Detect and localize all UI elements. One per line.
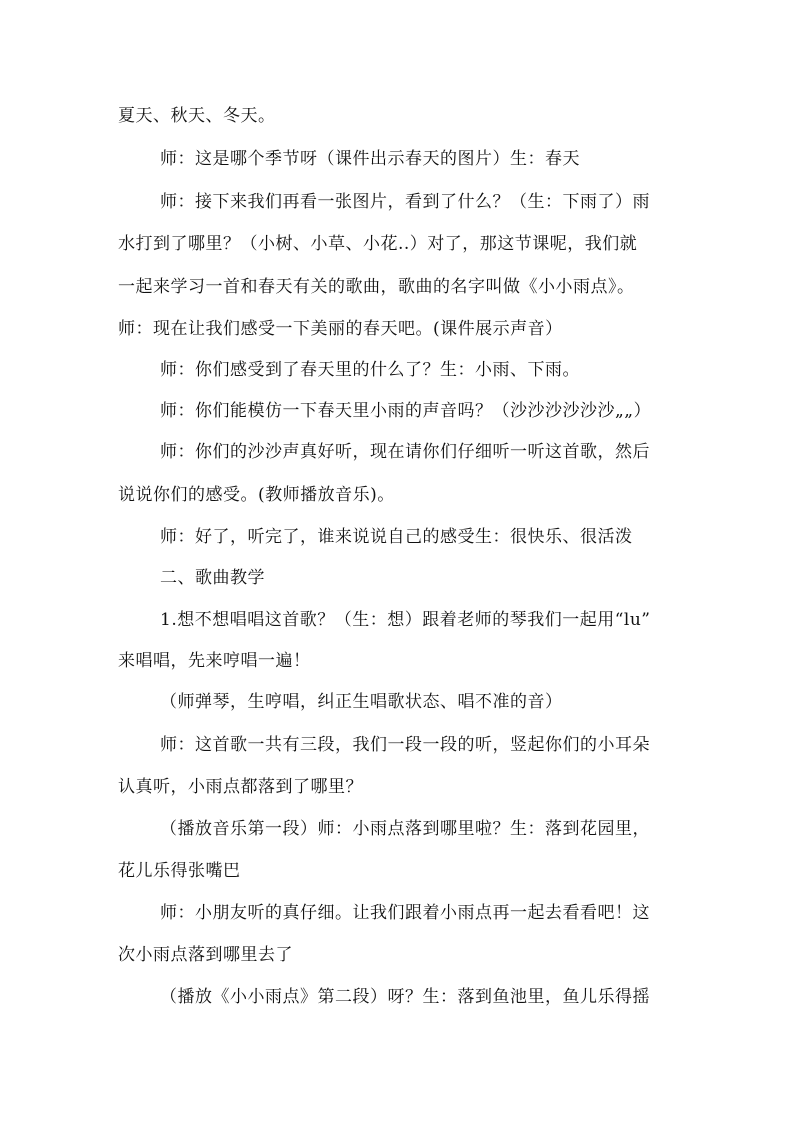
paragraph-line: 次小雨点落到哪里去了 — [118, 945, 293, 965]
paragraph-line: 一起来学习一首和春天有关的歌曲，歌曲的名字叫做《小小雨点》。 — [118, 277, 635, 297]
section-heading: 二、歌曲教学 — [160, 568, 265, 588]
paragraph-line: 来唱唱，先来哼唱一遍！ — [118, 651, 311, 671]
paragraph-line: 师：好了，听完了，谁来说说自己的感受生：很快乐、很活泼 — [160, 527, 633, 547]
paragraph-line: 1.想不想唱唱这首歌？（生：想）跟着老师的琴我们一起用“lu” — [160, 610, 651, 630]
paragraph-line: 说说你们的感受。(教师播放音乐)。 — [118, 485, 395, 505]
paragraph-line: 师：这首歌一共有三段，我们一段一段的听，竖起你们的小耳朵 — [160, 735, 650, 755]
paragraph-line: 师：现在让我们感受一下美丽的春天吧。(课件展示声音） — [118, 319, 563, 339]
paragraph-line: 师：这是哪个季节呀（课件出示春天的图片）生：春天 — [160, 149, 580, 169]
paragraph-line: 师：你们感受到了春天里的什么了？生：小雨、下雨。 — [160, 360, 580, 380]
paragraph-line: 师：小朋友听的真仔细。让我们跟着小雨点再一起去看看吧！这 — [160, 903, 650, 923]
paragraph-line: 师：你们能模仿一下春天里小雨的声音吗？（沙沙沙沙沙沙„„） — [160, 401, 652, 421]
paragraph-line: （播放《小小雨点》第二段）呀？生：落到鱼池里，鱼儿乐得摇 — [160, 987, 650, 1007]
paragraph-line: 水打到了哪里？（小树、小草、小花..）对了，那这节课呢，我们就 — [118, 234, 638, 254]
paragraph-line: 夏天、秋天、冬天。 — [118, 106, 276, 126]
paragraph-line: 花儿乐得张嘴巴 — [118, 861, 241, 881]
paragraph-line: 师：接下来我们再看一张图片，看到了什么？（生：下雨了）雨 — [160, 192, 650, 212]
paragraph-line: 认真听，小雨点都落到了哪里？ — [118, 777, 363, 797]
paragraph-line: 师：你们的沙沙声真好听，现在请你们仔细听一听这首歌，然后 — [160, 442, 650, 462]
paragraph-line: （师弹琴，生哼唱，纠正生唱歌状态、唱不准的音） — [160, 692, 563, 712]
paragraph-line: （播放音乐第一段）师：小雨点落到哪里啦？生：落到花园里， — [160, 819, 650, 839]
